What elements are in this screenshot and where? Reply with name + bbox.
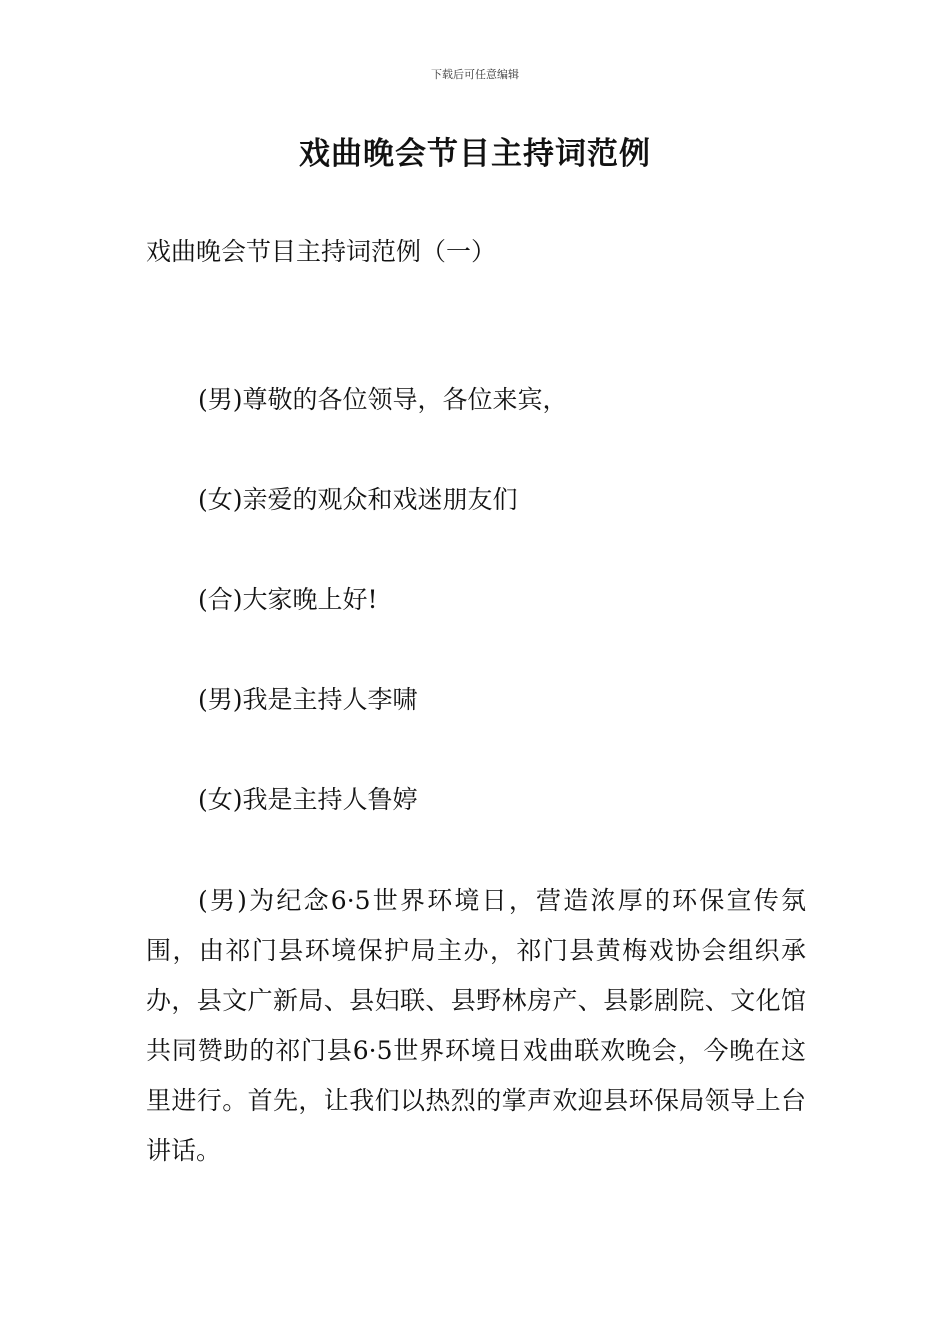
document-title: 戏曲晚会节目主持词范例 bbox=[299, 136, 651, 172]
header-note: 下载后可任意编辑 bbox=[431, 68, 519, 81]
dialog-line-male-greeting: (男)尊敬的各位领导，各位来宾， bbox=[198, 385, 568, 414]
dialog-line-female-intro: (女)我是主持人鲁婷 bbox=[198, 785, 418, 814]
dialog-line-together: (合)大家晚上好! bbox=[198, 585, 378, 614]
dialog-line-male-intro: (男)我是主持人李啸 bbox=[198, 685, 418, 714]
dialog-line-female-greeting: (女)亲爱的观众和戏迷朋友们 bbox=[198, 485, 518, 514]
section-heading: 戏曲晚会节目主持词范例（一） bbox=[146, 237, 497, 266]
opening-paragraph: (男)为纪念6·5世界环境日，营造浓厚的环保宣传氛围，由祁门县环境保护局主办，祁门县黄梅戏协会组织承办，县文广新局、县妇联、县野林房产、县影剧院、文化馆共同赞助的祁门县6·5世界环境日戏曲联欢晚会，今晚在这里进行。首先，让我们以热烈的掌声欢迎县环保局领导上台讲话。 bbox=[146, 886, 806, 1165]
